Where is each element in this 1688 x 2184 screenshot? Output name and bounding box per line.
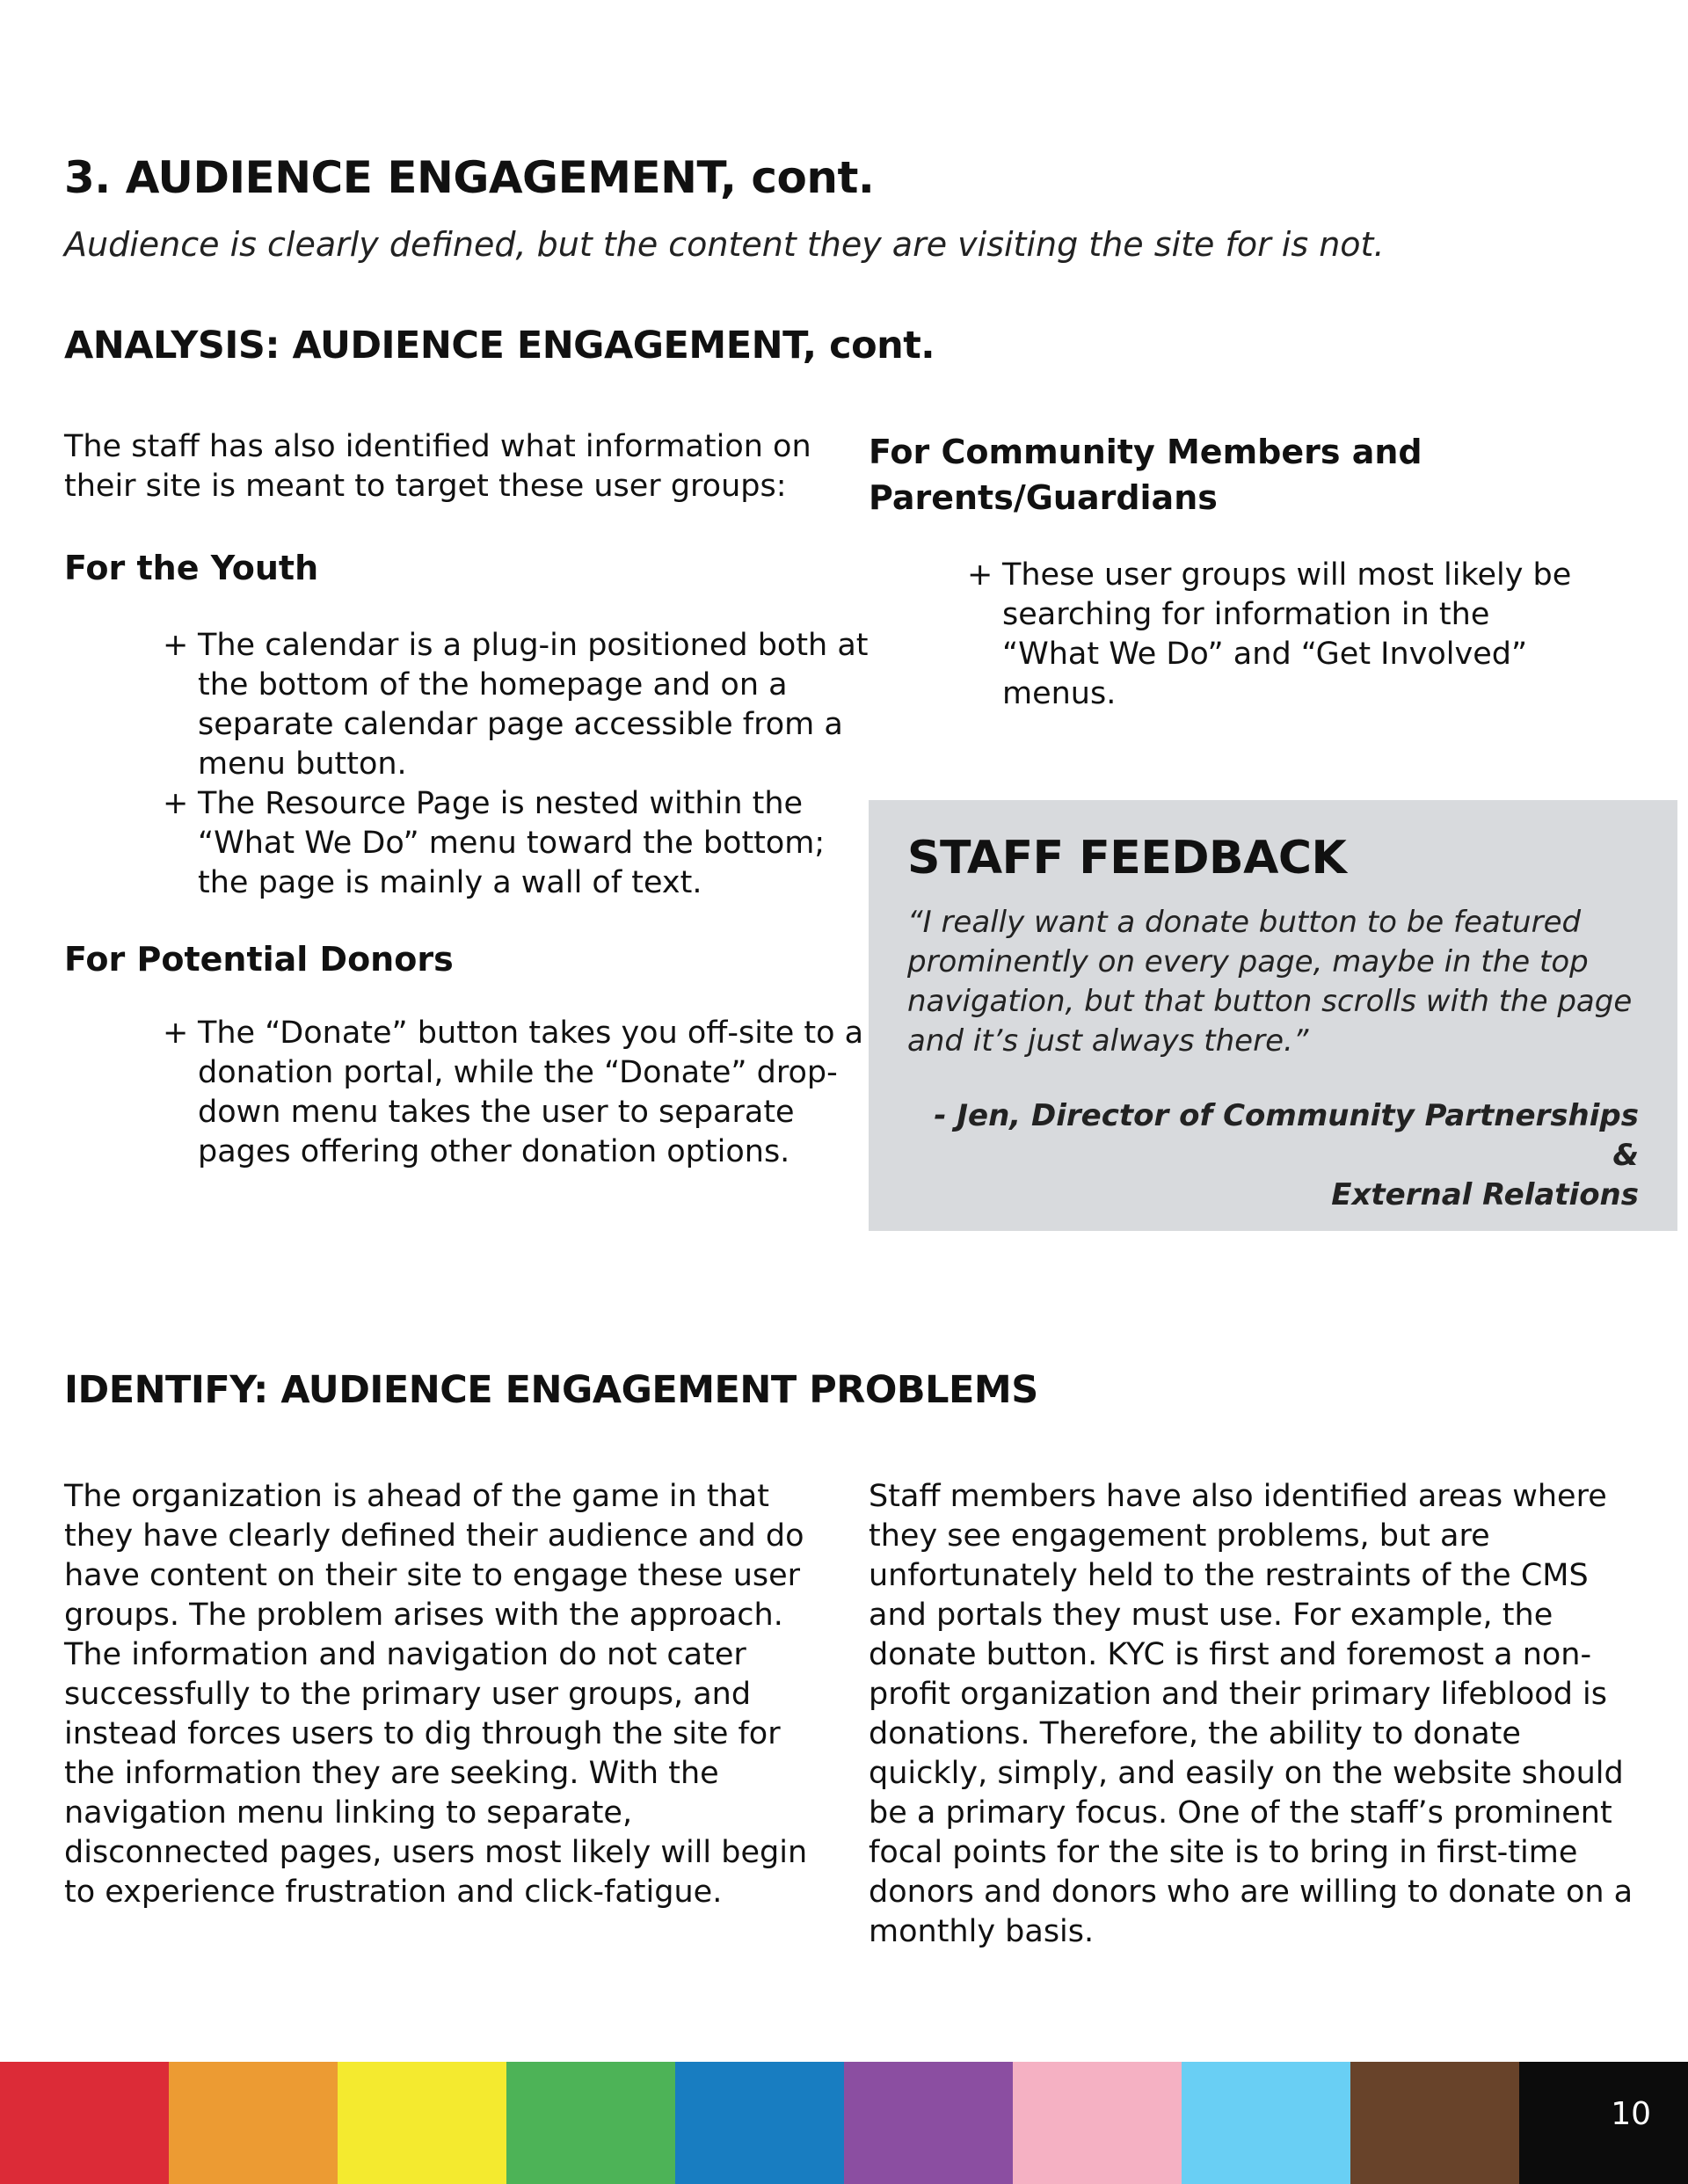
community-list [967,556,1591,714]
staff-feedback-attribution [907,1096,1639,1215]
donors-heading: For Potential Donors [64,940,454,979]
color-stripe-pink [1013,2062,1182,2184]
rainbow-footer [0,2062,1688,2184]
youth-heading: For the Youth [64,549,319,587]
community-heading: For Community Members and Parents/Guardians [869,433,1422,517]
section-title: 3. AUDIENCE ENGAGEMENT, cont. [64,152,875,203]
youth-list [163,626,884,903]
plus-icon: + [163,786,189,821]
color-stripe-red [0,2062,169,2184]
list-item-text: The calendar is a plug-in positioned both at the bottom of the homepage and on a separate calendar page accessible from a menu button. [198,628,869,782]
list-item-text: The Resource Page is nested within the “What We Do” menu toward the bottom; the page is mainly a wall of text. [198,786,826,900]
identify-left-column [64,1477,829,1912]
color-stripe-black [1519,2062,1688,2184]
identify-left-paragraph: The organization is ahead of the game in that they have clearly defined their audience and do have content on their site to engage these user groups. The problem arises with the approach. The information and navigation do not cater successfully to the primary user groups, and instead forces users to dig through the site for the information they are seeking. With the navigation menu linking to separate, disconnected pages, users most likely will begin to experience frustration and click-fatigue. [64,1479,808,1910]
section-subtitle: Audience is clearly defined, but the content they are visiting the site for is not. [64,225,1385,264]
identify-heading: IDENTIFY: AUDIENCE ENGAGEMENT PROBLEMS [64,1368,1038,1412]
color-stripe-blue [675,2062,844,2184]
analysis-left-column [64,427,869,1172]
color-stripe-green [506,2062,675,2184]
attribution-line-1: - Jen, Director of Community Partnerships & [934,1098,1639,1174]
list-item [967,556,1591,714]
plus-icon: + [967,557,993,593]
list-item [163,1014,884,1172]
list-item [163,784,884,903]
color-stripe-brown [1350,2062,1519,2184]
plus-icon: + [163,628,189,663]
staff-feedback-box [869,800,1677,1231]
page-number: 10 [1611,2096,1651,2132]
plus-icon: + [163,1016,189,1051]
analysis-intro: The staff has also identified what information on their site is meant to target these user groups: [64,429,811,504]
list-item-text: These user groups will most likely be searching for information in the “What We Do” and “Get Involved” menus. [1002,557,1572,711]
color-stripe-purple [844,2062,1013,2184]
color-stripe-yellow [338,2062,506,2184]
analysis-right-column [869,429,1642,714]
attribution-line-2: External Relations [1331,1177,1639,1213]
list-item [163,626,884,784]
staff-feedback-quote: “I really want a donate button to be featured prominently on every page, maybe in the top navigation, but that button scrolls with the page and it’s just always there.” [907,905,1633,1059]
analysis-heading: ANALYSIS: AUDIENCE ENGAGEMENT, cont. [64,324,935,368]
identify-right-paragraph: Staff members have also identified areas where they see engagement problems, but are unfortunately held to the restraints of the CMS and portals they must use. For example, the donate button. KYC is first and foremost a non-profit organization and their primary lifeblood is donations. Therefore, the ability to donate quickly, simply, and easily on the website should be a primary focus. One of the staff’s prominent focal points for the site is to bring in first-time donors and donors who are willing to donate on a monthly basis. [869,1479,1633,1949]
color-stripe-orange [169,2062,338,2184]
identify-right-column [869,1477,1642,1952]
color-stripe-light-blue [1182,2062,1350,2184]
list-item-text: The “Donate” button takes you off-site to a donation portal, while the “Donate” drop-down menu takes the user to separate pages offering other donation options. [198,1016,864,1169]
staff-feedback-title: STAFF FEEDBACK [907,832,1347,885]
donors-list [163,1014,884,1172]
